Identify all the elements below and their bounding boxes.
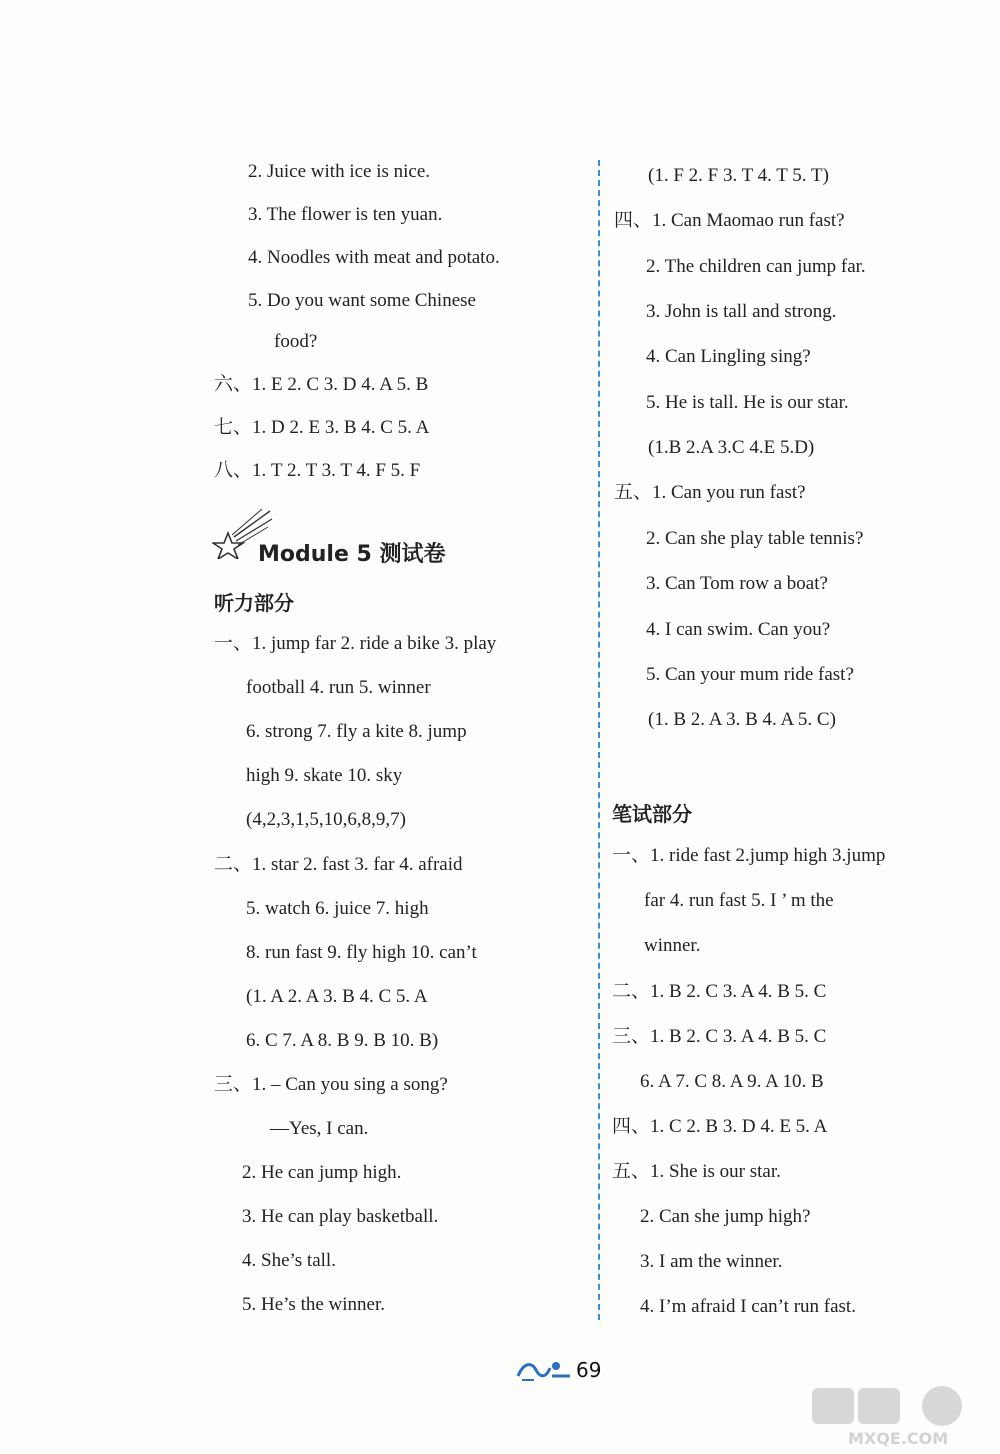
left-line-8: 八、1. T 2. T 3. T 4. F 5. F (214, 460, 421, 481)
writing-line-6: 6. A 7. C 8. A 9. A 10. B (640, 1071, 824, 1092)
listening-line-7: 5. watch 6. juice 7. high (246, 898, 429, 919)
left-line-1: 2. Juice with ice is nice. (248, 161, 431, 182)
right-line-5: 4. Can Lingling sing? (646, 346, 811, 367)
writing-line-1: 一、1. ride fast 2.jump high 3.jump (612, 845, 886, 866)
listening-line-9: (1. A 2. A 3. B 4. C 5. A (246, 986, 428, 1007)
left-line-7: 七、1. D 2. E 3. B 4. C 5. A (214, 417, 430, 438)
left-line-2: 3. The flower is ten yuan. (248, 204, 443, 225)
right-line-3: 2. The children can jump far. (646, 256, 866, 277)
listening-line-10: 6. C 7. A 8. B 9. B 10. B) (246, 1030, 439, 1051)
right-line-4: 3. John is tall and strong. (646, 301, 837, 322)
listening-line-16: 5. He’s the winner. (242, 1294, 386, 1315)
writing-line-5: 三、1. B 2. C 3. A 4. B 5. C (612, 1026, 827, 1047)
right-line-13: (1. B 2. A 3. B 4. A 5. C) (648, 709, 836, 730)
writing-line-4: 二、1. B 2. C 3. A 4. B 5. C (612, 981, 827, 1002)
listening-line-13: 2. He can jump high. (242, 1162, 402, 1183)
listening-line-15: 4. She’s tall. (242, 1250, 336, 1271)
right-line-2: 四、1. Can Maomao run fast? (614, 210, 845, 231)
left-line-4: 5. Do you want some Chinese (248, 290, 476, 311)
listening-line-11: 三、1. – Can you sing a song? (214, 1074, 448, 1095)
writing-line-10: 3. I am the winner. (640, 1251, 783, 1272)
writing-line-7: 四、1. C 2. B 3. D 4. E 5. A (612, 1116, 828, 1137)
writing-heading: 笔试部分 (612, 802, 692, 826)
listening-line-5: (4,2,3,1,5,10,6,8,9,7) (246, 809, 406, 830)
writing-line-8: 五、1. She is our star. (612, 1161, 781, 1182)
listening-line-8: 8. run fast 9. fly high 10. can’t (246, 942, 477, 963)
listening-line-3: 6. strong 7. fly a kite 8. jump (246, 721, 467, 742)
right-line-10: 3. Can Tom row a boat? (646, 573, 828, 594)
right-line-6: 5. He is tall. He is our star. (646, 392, 849, 413)
watermark-logo (808, 1384, 994, 1450)
right-line-12: 5. Can your mum ride fast? (646, 664, 854, 685)
listening-line-14: 3. He can play basketball. (242, 1206, 439, 1227)
right-line-11: 4. I can swim. Can you? (646, 619, 831, 640)
left-line-5: food? (274, 331, 318, 352)
svg-text:MXQE.COM: MXQE.COM (848, 1429, 949, 1448)
writing-line-2: far 4. run fast 5. I ’ m the (644, 890, 834, 911)
column-divider (598, 160, 600, 1320)
module-title: Module 5 测试卷 (258, 542, 446, 567)
left-line-3: 4. Noodles with meat and potato. (248, 247, 500, 268)
listening-line-6: 二、1. star 2. fast 3. far 4. afraid (214, 854, 463, 875)
left-line-6: 六、1. E 2. C 3. D 4. A 5. B (214, 374, 429, 395)
listening-line-12: —Yes, I can. (270, 1118, 369, 1139)
writing-line-9: 2. Can she jump high? (640, 1206, 811, 1227)
right-line-9: 2. Can she play table tennis? (646, 528, 864, 549)
listening-line-2: football 4. run 5. winner (246, 677, 431, 698)
listening-line-4: high 9. skate 10. sky (246, 765, 403, 786)
page-number: 69 (576, 1358, 602, 1382)
right-line-1: (1. F 2. F 3. T 4. T 5. T) (648, 165, 829, 186)
right-line-7: (1.B 2.A 3.C 4.E 5.D) (648, 437, 815, 458)
page-logo-icon (514, 1356, 572, 1384)
writing-line-3: winner. (644, 935, 701, 956)
writing-line-11: 4. I’m afraid I can’t run fast. (640, 1296, 856, 1317)
right-line-8: 五、1. Can you run fast? (614, 482, 806, 503)
listening-line-1: 一、1. jump far 2. ride a bike 3. play (214, 633, 497, 654)
listening-heading: 听力部分 (214, 591, 294, 615)
